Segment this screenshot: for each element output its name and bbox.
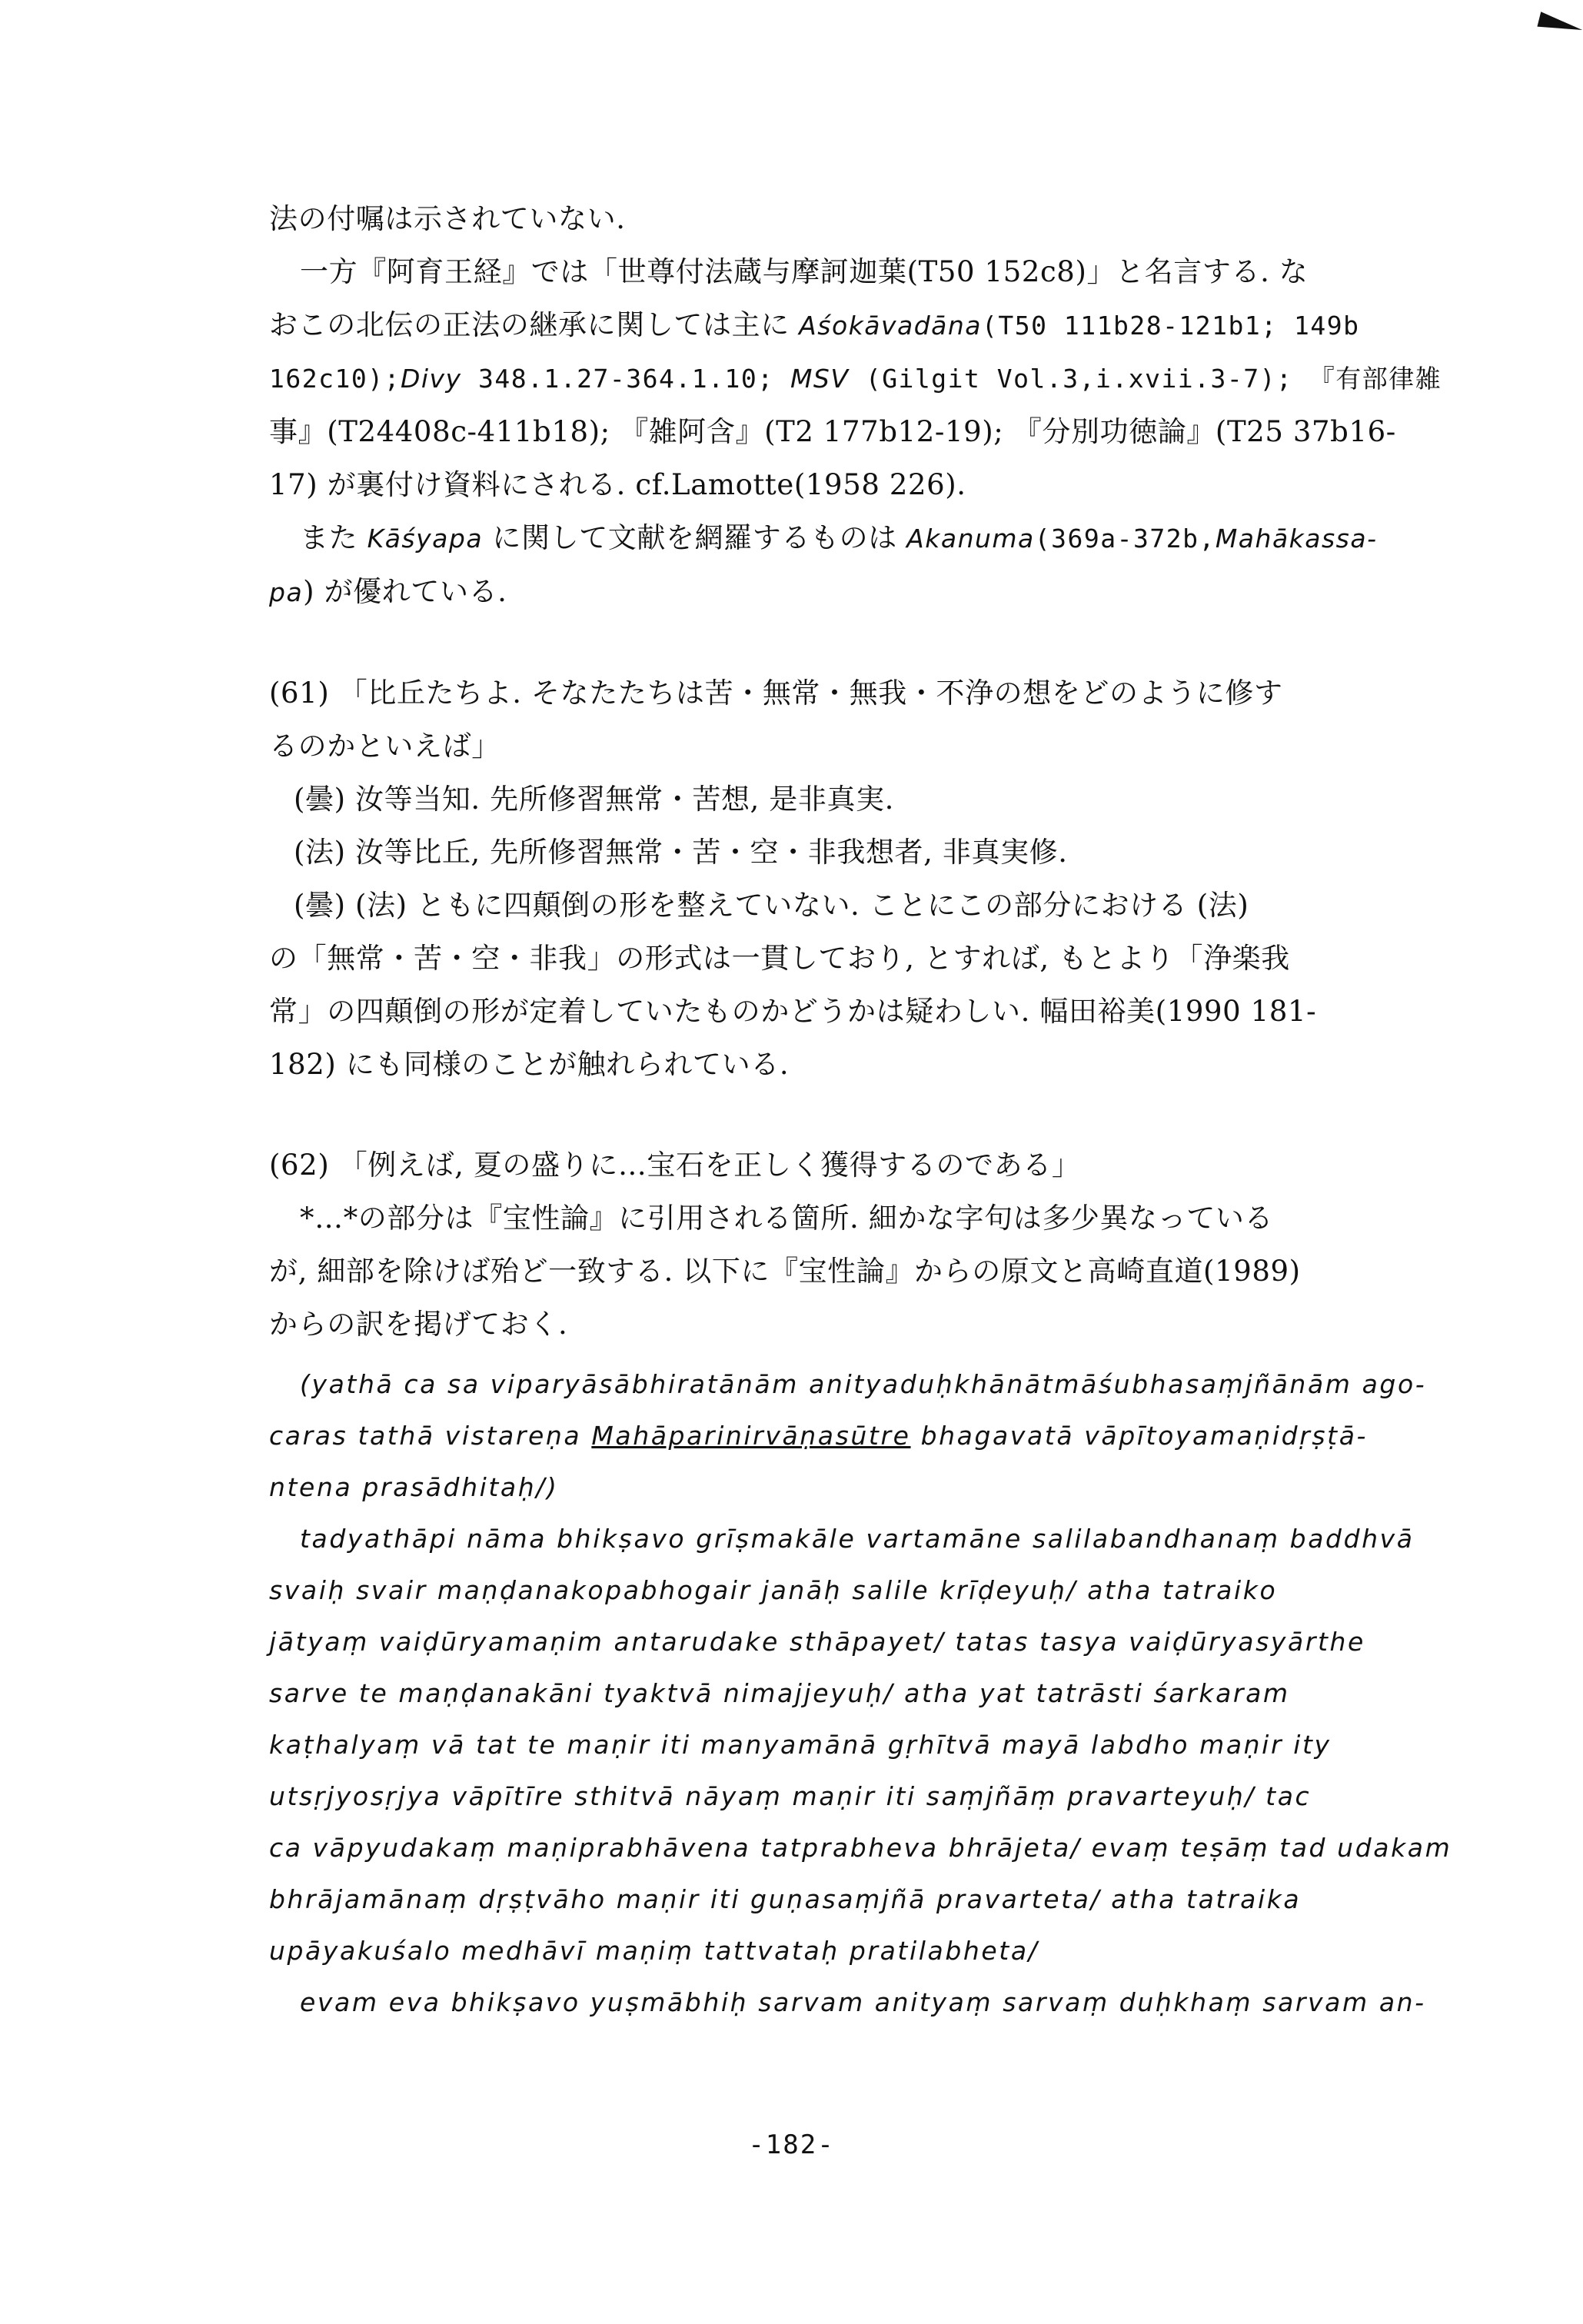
text-line: 162c10);Divy 348.1.27-364.1.10; MSV (Gilgit Vol.3,i.xvii.3-7); 『有部律雑	[269, 364, 1442, 394]
spacer	[269, 1351, 1468, 1358]
section-gap	[269, 1091, 1468, 1139]
sanskrit-line: sarve te maṇḍanakāni tyaktvā nimajjeyuḥ/ atha yat tatrāsti śarkaram	[269, 1678, 1290, 1708]
text-line: 法の付嘱は示されていない.	[269, 202, 626, 235]
text-line: (曇) (法) ともに四顛倒の形を整えていない. ことにこの部分における (法)	[294, 889, 1249, 922]
sanskrit-line: jātyaṃ vaiḍūryamaṇim antarudake sthāpayet/ tatas tasya vaiḍūryasyārthe	[269, 1627, 1365, 1657]
section-gap	[269, 619, 1468, 667]
corner-tab-mark	[1537, 12, 1583, 37]
sanskrit-line: ntena prasādhitaḥ/)	[269, 1472, 559, 1502]
text-line: また Kāśyapa に関して文献を網羅するものは Akanuma(369a-372b,Mahākassa-	[300, 521, 1378, 554]
sanskrit-line: svaiḥ svair maṇḍanakopabhogair janāḥ salile krīḍeyuḥ/ atha tatraiko	[269, 1575, 1278, 1605]
sanskrit-line: evam eva bhikṣavo yuṣmābhiḥ sarvam anityaṃ sarvaṃ duḥkhaṃ sarvam an-	[300, 1987, 1426, 2017]
text-line: からの訳を掲げておく.	[269, 1308, 568, 1341]
text-line: が, 細部を除けば殆ど一致する. 以下に『宝性論』からの原文と高崎直道(1989)	[269, 1255, 1301, 1288]
sanskrit-line: caras tathā vistareṇa Mahāparinirvāṇasūtre bhagavatā vāpītoyamaṇidṛṣṭā-	[269, 1421, 1368, 1451]
text-line: 17) が裏付け資料にされる. cf.Lamotte(1958 226).	[269, 468, 966, 501]
note-62-heading: (62) 「例えば, 夏の盛りに…宝石を正しく獲得するのである」	[269, 1149, 1081, 1182]
text-line: の「無常・苦・空・非我」の形式は一貫しており, とすれば, もとより「浄楽我	[269, 942, 1290, 975]
text-line: (法) 汝等比丘, 先所修習無常・苦・空・非我想者, 非真実修.	[294, 836, 1068, 869]
text-line: *…*の部分は『宝性論』に引用される箇所. 細かな字句は多少異なっている	[300, 1202, 1274, 1235]
text-line: 182) にも同様のことが触れられている.	[269, 1048, 790, 1081]
text-line: pa) が優れている.	[269, 575, 507, 608]
sanskrit-line: kaṭhalyaṃ vā tat te maṇir iti manyamānā gṛhītvā mayā labdho maṇir ity	[269, 1730, 1332, 1760]
text-line: るのかといえば」	[269, 730, 501, 763]
text-line: (曇) 汝等当知. 先所修習無常・苦想, 是非真実.	[294, 783, 895, 816]
sanskrit-line: utsṛjyosṛjya vāpītīre sthitvā nāyaṃ maṇir iti saṃjñāṃ pravarteyuḥ/ tac	[269, 1781, 1312, 1811]
sanskrit-line: upāyakuśalo medhāvī maṇiṃ tattvataḥ pratilabheta/	[269, 1936, 1039, 1966]
text-line: 常」の四顛倒の形が定着していたものかどうかは疑わしい. 幅田裕美(1990 181-	[269, 995, 1317, 1028]
page-body	[269, 192, 1468, 2028]
sanskrit-line: (yathā ca sa viparyāsābhiratānām anityaduḥkhānātmāśubhasaṃjñānām ago-	[300, 1369, 1427, 1399]
note-61-heading: (61) 「比丘たちよ. そなたたちは苦・無常・無我・不浄の想をどのように修す	[269, 677, 1283, 710]
page-number: -182-	[748, 2130, 835, 2160]
text-line: 一方『阿育王経』では「世尊付法蔵与摩訶迦葉(T50 152c8)」と名言する. な	[300, 255, 1309, 288]
sanskrit-line: bhrājamānaṃ dṛṣṭvāho maṇir iti guṇasaṃjñā pravarteta/ atha tatraika	[269, 1884, 1302, 1914]
text-line: おこの北伝の正法の継承に関しては主に Aśokāvadāna(T50 111b28-121b1; 149b	[269, 308, 1360, 341]
text-line: 事』(T24408c-411b18); 『雑阿含』(T2 177b12-19); 『分別功徳論』(T25 37b16-	[269, 415, 1396, 448]
sanskrit-line: ca vāpyudakaṃ maṇiprabhāvena tatprabheva bhrājeta/ evaṃ teṣāṃ tad udakam	[269, 1833, 1452, 1863]
sanskrit-line: tadyathāpi nāma bhikṣavo grīṣmakāle vartamāne salilabandhanaṃ baddhvā	[300, 1524, 1415, 1554]
sutra-title-underlined: Mahāparinirvāṇasūtre	[591, 1421, 911, 1451]
